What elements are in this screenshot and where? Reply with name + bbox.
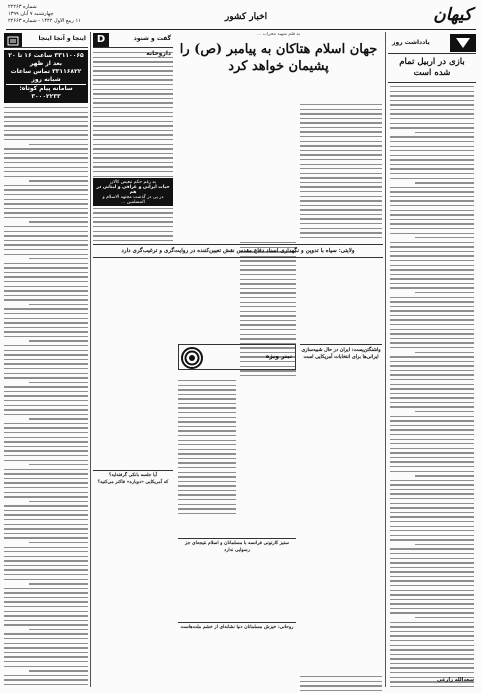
editorial-label-bar [388,32,476,54]
readers-label: اینجا و آنجا اینجا [38,35,86,42]
page-header [6,4,476,30]
wide-headline-bar [93,244,383,258]
contact-box [4,50,88,103]
editorial-column [388,32,476,687]
qa-question-1: آیا جلسه بانکی گرفته‌اید؟ [108,473,158,478]
notice-line1: به رغم حکم تبعیض کالان [109,180,157,185]
readers-column [4,32,88,687]
sub-headline-4: روحانی: خیزش مسلمانان دنیا نشانه‌ای از خشم ملت‌هاست [180,625,294,630]
issue-date: چهارشنبه ۷ آبان ۱۳۹۹ [8,11,54,17]
column-rule [385,32,386,687]
readers-header [4,32,88,48]
headline-kicker: به قلم شهید محراب ... [256,32,301,37]
sub-article [300,344,382,360]
readers-body [4,103,88,687]
special-feature-box [178,344,296,370]
readers-icon [4,33,22,47]
main-headline-line2: پشیمان خواهد کرد [228,59,329,74]
issue-number: شماره ۲۲۲۶۳ [8,4,37,10]
editorial-label: یادداشت روز [392,39,430,46]
special-label: تیتر ویژه [265,353,292,360]
wide-headline: ولایتی: سپاه با تدوین و نگهداری اسناد دفاع مقدس نقش تعیین‌کننده در روایت‌گری و ترغیب‌گری دارد [121,248,355,254]
sub-headline-1: واشنگتن‌پست: ایران در حال شبیه‌سازی ایرانی‌ها برای انتخابات آمریکایی است [301,347,381,360]
notice-line2: حیات ایرانی و عراقی و لبنانی در هم [96,185,170,195]
editorial-author: سعدالله زارعی [437,677,474,683]
logo-text: کیهان [433,5,472,25]
article-column [178,380,236,518]
main-headline-block [175,32,382,102]
sub-article [178,538,296,554]
issue-meta [8,4,128,25]
editorial-icon [450,34,476,52]
dialogue-body [93,48,173,242]
sms-line: سامانه پیام کوتاه: ۳۰۰۰۲۲۳۳ [6,84,86,101]
pharmacy-label: داروخانه [146,50,171,57]
main-headline-line1: جهان اسلام هتاکان به پیامبر (ص) را [179,42,378,57]
section-title: اخبار کشور [224,12,268,22]
qa-block [93,470,173,486]
dialogue-icon: D [93,33,109,47]
qa-question-2: که آمریکایی «دوباره» فاکنر می‌کنید؟ [97,479,169,485]
issue-date-hijri: ۱۱ ربیع الاول ۱۴۴۲ - شماره ۲۲۶۶۳ [8,18,81,24]
dialogue-column [93,32,173,242]
editorial-headline: بازی در اربیل تمام شده است [388,54,476,83]
sub-article [178,622,296,632]
notice-line3: در پی در گذشت مجتهد الاسلام و المسلمین ... [102,195,164,205]
article-column [300,104,382,242]
dialogue-header [93,32,173,48]
notice-box [93,178,173,206]
editorial-body [388,83,476,687]
column-rule [90,32,91,687]
phone-line-2: ۳۳۱۱۶۸۲۲ تماس ساعات شبانه روز [10,68,82,83]
article-column [300,676,382,693]
dialogue-label: گفت و شنود [133,35,171,42]
sub-headline-3: ستیز کارتونی فرانسه با مسلمانان و اسلام نتیجه‌ای جز رسوایی ندارد [185,541,289,553]
spiral-icon [181,347,203,369]
newspaper-logo [414,5,472,27]
phone-line-1: ۳۳۱۱۰۰۶۵ ساعت ۱۶ تا ۲۰ بعد از ظهر [8,52,84,67]
